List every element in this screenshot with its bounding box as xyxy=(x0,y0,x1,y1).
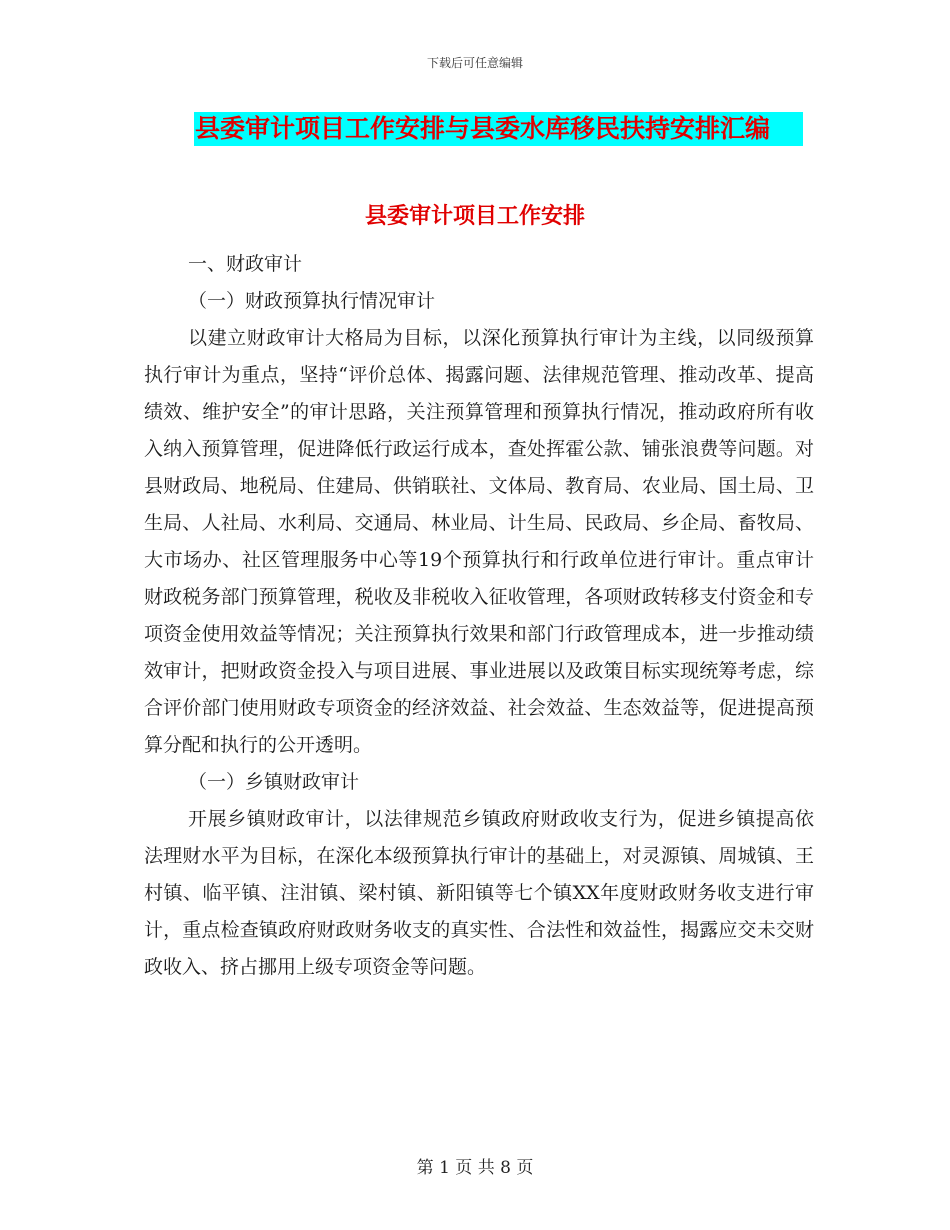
subheading-township-finance: （一）乡镇财政审计 xyxy=(188,771,360,793)
paragraph: 以建立财政审计大格局为目标，以深化预算执行审计为主线，以同级预算执行审计为重点，坚持“评价总体、揭露问题、法律规范管理、推动改革、提高绩效、维护安全”的审计思路，关注预算管理和预算执行情况，推动政府所有收入纳入预算管理，促进降低行政运行成本，查处挥霍公款、铺张浪费等问题。对县财政局、地税局、住建局、供销联社、文体局、教育局、农业局、国土局、卫生局、人社局、水利局、交通局、林业局、计生局、民政局、乡企局、畜牧局、大市场办、社区管理服务中心等19个预算执行和行政单位进行审计。重点审计财政税务部门预算管理，税收及非税收入征收管理，各项财政转移支付资金和专项资金使用效益等情况；关注预算执行效果和部门行政管理成本，进一步推动绩效审计，把财政资金投入与项目进展、事业进展以及政策目标实现统筹考虑，综合评价部门使用财政专项资金的经济效益、社会效益、生态效益等，促进提高预算分配和执行的公开透明。 xyxy=(144,327,814,756)
section-title: 县委审计项目工作安排 xyxy=(364,204,585,229)
heading-fiscal-audit: 一、财政审计 xyxy=(188,253,303,275)
paragraph: 开展乡镇财政审计，以法律规范乡镇政府财政收支行为，促进乡镇提高依法理财水平为目标，在深化本级预算执行审计的基础上，对灵源镇、周城镇、王村镇、临平镇、注泔镇、梁村镇、新阳镇等七个镇XX年度财政财务收支进行审计，重点检查镇政府财政财务收支的真实性、合法性和效益性，揭露应交未交财政收入、挤占挪用上级专项资金等问题。 xyxy=(144,808,814,978)
subheading-budget-execution: （一）财政预算执行情况审计 xyxy=(188,290,436,312)
page-number: 第 1 页 共 8 页 xyxy=(416,1158,534,1178)
header-note: 下载后可任意编辑 xyxy=(426,56,523,70)
document-body xyxy=(144,246,814,986)
document-title: 县委审计项目工作安排与县委水库移民扶持安排汇编 xyxy=(194,112,803,146)
